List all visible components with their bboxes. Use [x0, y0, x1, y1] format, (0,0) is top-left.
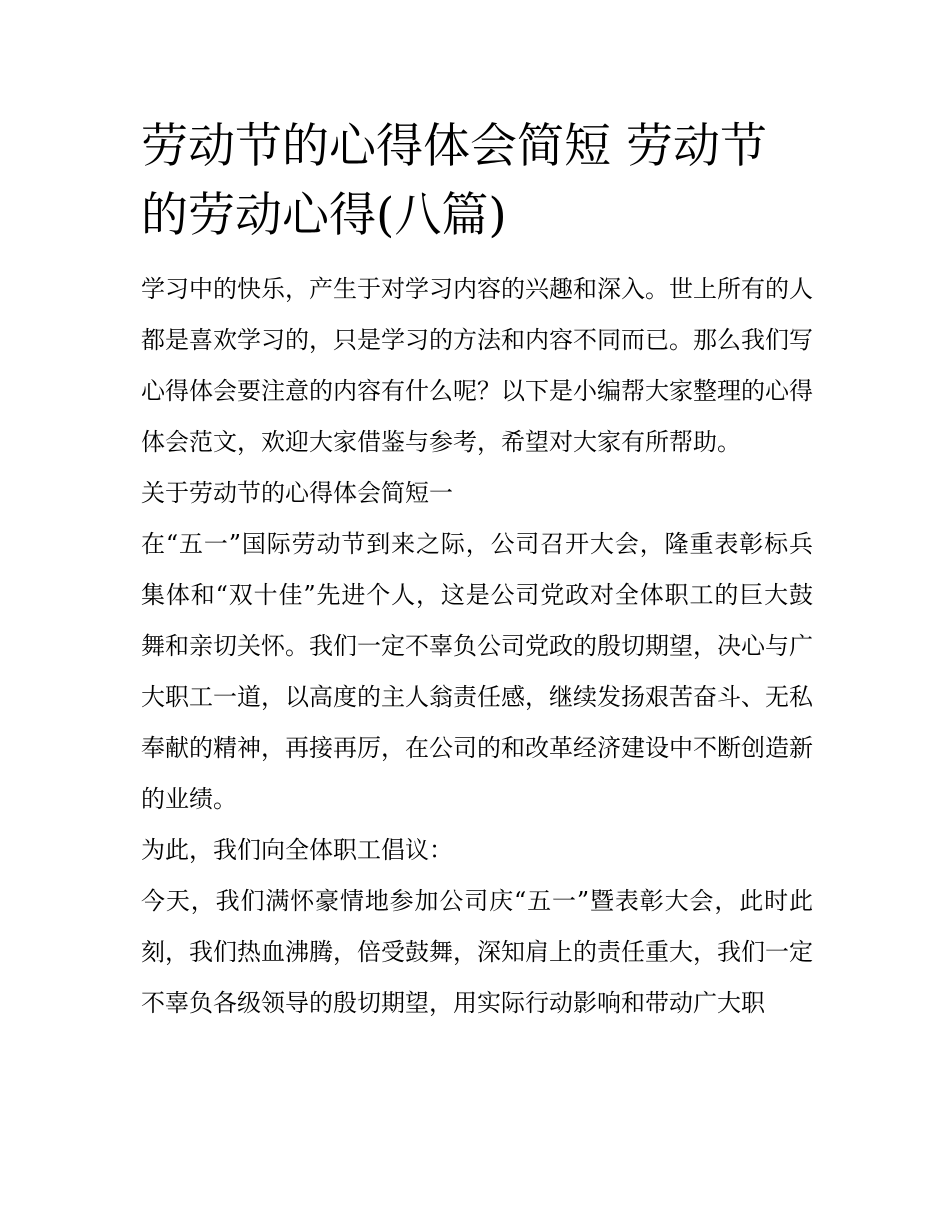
- intro-paragraph: 学习中的快乐，产生于对学习内容的兴趣和深入。世上所有的人都是喜欢学习的，只是学习的方法和内容不同而已。那么我们写心得体会要注意的内容有什么呢？以下是小编帮大家整理的心得体会范文，欢迎大家借鉴与参考，希望对大家有所帮助。: [141, 275, 813, 456]
- document-page: [141, 112, 813, 1029]
- document-title: 劳动节的心得体会简短 劳动节的劳动心得(八篇): [141, 119, 767, 243]
- body-paragraph: 在“五一”国际劳动节到来之际，公司召开大会，隆重表彰标兵集体和“双十佳”先进个人，这是公司党政对全体职工的巨大鼓舞和亲切关怀。我们一定不辜负公司党政的殷切期望，决心与广大职工一道，以高度的主人翁责任感，继续发扬艰苦奋斗、无私奉献的精神，再接再厉，在公司的和改革经济建设中不断创造新的业绩。: [141, 530, 813, 813]
- document-body: [141, 264, 813, 1029]
- section-heading: 关于劳动节的心得体会简短一: [141, 479, 453, 507]
- body-paragraph: 为此，我们向全体职工倡议：: [141, 836, 453, 864]
- body-paragraph: 今天，我们满怀豪情地参加公司庆“五一”暨表彰大会，此时此刻，我们热血沸腾，倍受鼓舞，深知肩上的责任重大，我们一定不辜负各级领导的殷切期望，用实际行动影响和带动广大职: [141, 887, 813, 1017]
